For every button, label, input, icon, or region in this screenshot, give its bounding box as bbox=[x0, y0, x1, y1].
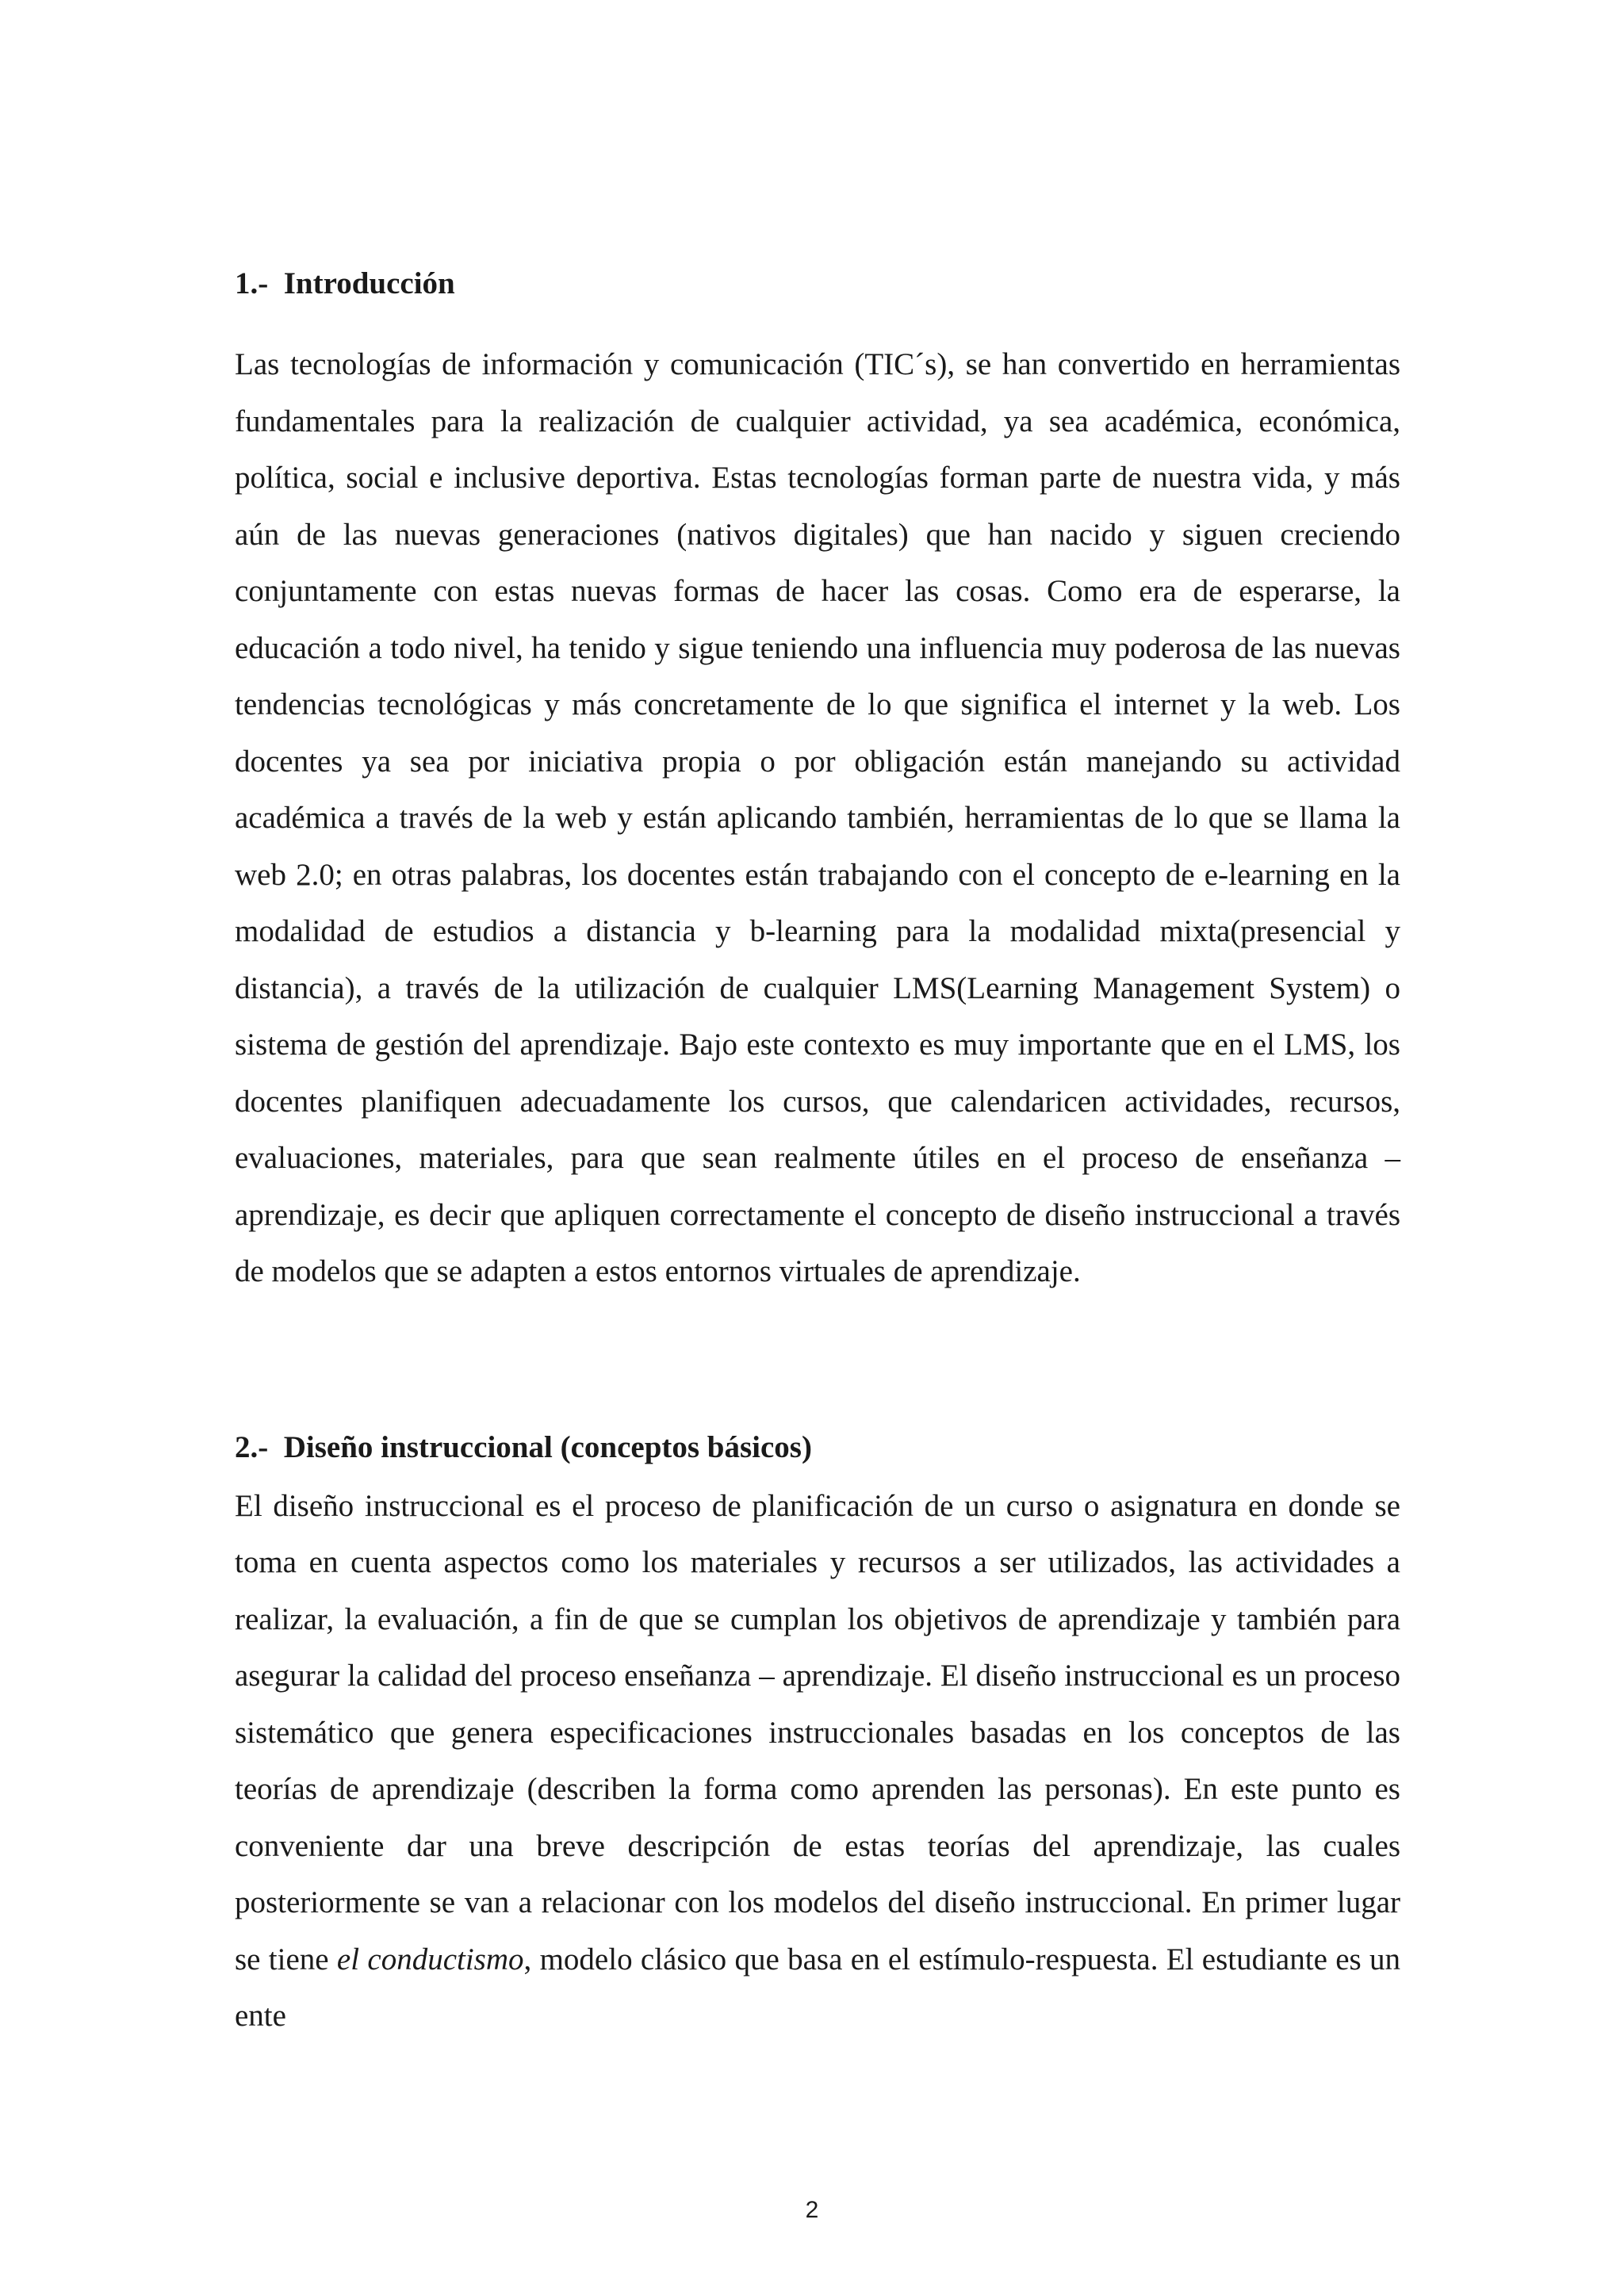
italic-term: el conductismo bbox=[336, 1942, 524, 1976]
section-heading-instructional-design: 2.- Diseño instruccional (conceptos básicos) bbox=[235, 1429, 812, 1464]
page-content bbox=[235, 255, 1400, 2045]
introduction-paragraph: Las tecnologías de información y comunicación (TIC´s), se han convertido en herramientas fundamentales para la realización de cualquier actividad, ya sea académica, económica, política, social e inclusive deportiva. Estas tecnologías forman parte de nuestra vida, y más aún de las nuevas generaciones (nativos digitales) que han nacido y siguen creciendo conjuntamente con estas nuevas formas de hacer las cosas. Como era de esperarse, la educación a todo nivel, ha tenido y sigue teniendo una influencia muy poderosa de las nuevas tendencias tecnológicas y más concretamente de lo que significa el internet y la web. Los docentes ya sea por iniciativa propia o por obligación están manejando su actividad académica a través de la web y están aplicando también, herramientas de lo que se llama la web 2.0; en otras palabras, los docentes están trabajando con el concepto de e-learning en la modalidad de estudios a distancia y b-learning para la modalidad mixta(presencial y distancia), a través de la utilización de cualquier LMS(Learning Management System) o sistema de gestión del aprendizaje. Bajo este contexto es muy importante que en el LMS, los docentes planifiquen adecuadamente los cursos, que calendaricen actividades, recursos, evaluaciones, materiales, para que sean realmente útiles en el proceso de enseñanza – aprendizaje, es decir que apliquen correctamente el concepto de diseño instruccional a través de modelos que se adapten a estos entornos virtuales de aprendizaje. bbox=[235, 347, 1400, 1288]
page-number: 2 bbox=[805, 2197, 819, 2223]
paragraph-text-part-1: El diseño instruccional es el proceso de planificación de un curso o asignatura en donde se toma en cuenta aspectos como los materiales y recursos a ser utilizados, las actividades a realizar, la evaluación, a fin de que se cumplan los objetivos de aprendizaje y también para asegurar la calidad del proceso enseñanza – aprendizaje. El diseño instruccional es un proceso sistemático que genera especificaciones instruccionales basadas en los conceptos de las teorías de aprendizaje (describen la forma como aprenden las personas). En este punto es conveniente dar una breve descripción de estas teorías del aprendizaje, las cuales posteriormente se van a relacionar con los modelos del diseño instruccional. En primer lugar se tiene bbox=[235, 1488, 1400, 1976]
paragraph-text-part-2: , modelo clásico que basa en el estímulo-respuesta. El estudiante es un ente bbox=[235, 1942, 1401, 2033]
section-heading-introduction: 1.- Introducción bbox=[235, 266, 455, 300]
instructional-design-paragraph bbox=[235, 1478, 1400, 2045]
